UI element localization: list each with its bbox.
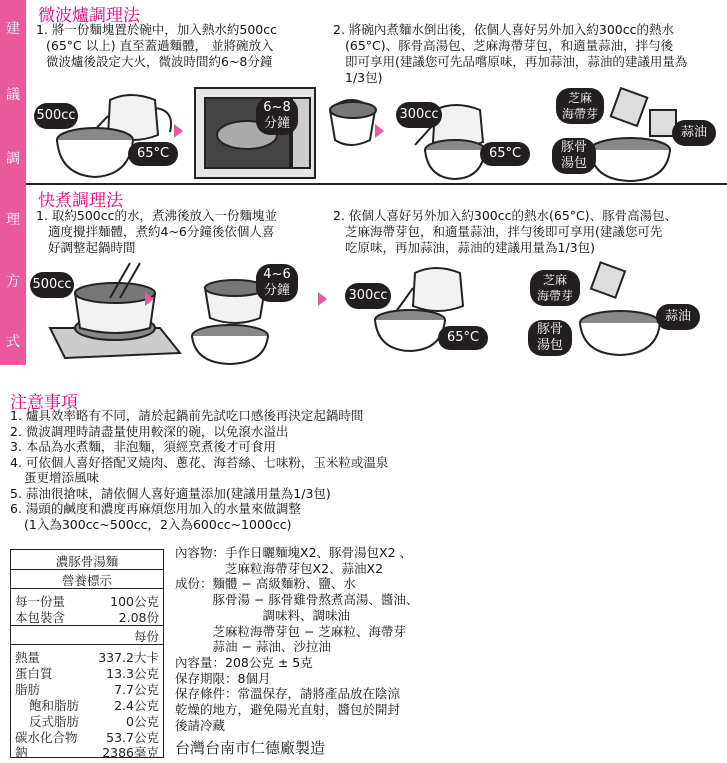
nutrient-value: 2.4公克 (114, 698, 159, 713)
tag-500cc: 500cc (30, 272, 74, 298)
nutrient-label: 鈉 (15, 745, 28, 760)
bowl-icon (590, 138, 670, 181)
serving-label: 每一份量 (15, 594, 66, 609)
step-arrow-icon (375, 124, 384, 138)
servings-label: 本包裝含 (15, 610, 66, 625)
step-arrow-icon (318, 292, 327, 306)
nutrient-value: 53.7公克 (106, 730, 159, 745)
boil-illustrations (30, 258, 727, 368)
manufacturer: 台灣台南市仁德廠製造 (175, 739, 326, 757)
nutrient-label: 蛋白質 (15, 666, 53, 681)
side-char-5: 方 (6, 274, 20, 290)
tag-4-6-min: 4~6 分鐘 (256, 264, 298, 302)
tag-garlic-oil: 蒜油 (672, 120, 716, 146)
bowl-icon (580, 311, 660, 355)
nutrient-value: 7.7公克 (114, 682, 159, 697)
packet-icon (611, 88, 676, 136)
nutrient-label: 飽和脂肪 (29, 698, 80, 713)
notes-title: 注意事項 (10, 393, 78, 413)
bowl-icon (57, 128, 133, 177)
tag-pork-soup: 豚骨 湯包 (552, 138, 596, 174)
nutrition-header: 營養標示 (61, 573, 112, 588)
tag-seaweed: 芝麻 海帶芽 (556, 88, 604, 124)
kettle-icon (395, 268, 463, 313)
servings-value: 2.08份 (118, 610, 159, 625)
microwave-step1: 1. 將一份麵塊置於碗中，加入熱水約500cc (65°C 以上) 直至蓋過麵體， 並將碗放入 微波爐後設定大火，微波時間約6~8分鐘 (36, 22, 278, 69)
nutrient-value: 13.3公克 (106, 666, 159, 681)
section-divider (26, 183, 727, 185)
side-char-2: 議 (6, 87, 20, 103)
nutrient-label: 脂肪 (15, 682, 41, 697)
tag-65c: 65°C (480, 142, 530, 166)
nutrient-value: 0公克 (126, 714, 159, 729)
nutrient-value: 2386毫克 (102, 745, 159, 760)
nutrient-label: 熱量 (15, 650, 41, 665)
side-label-bar (0, 0, 26, 365)
pot-icon (75, 263, 155, 333)
step-arrow-icon (174, 124, 183, 138)
tag-65c: 65°C (438, 326, 488, 350)
bowl-icon (192, 325, 268, 364)
side-char-4: 理 (6, 212, 20, 228)
boil-title: 快煮調理法 (38, 191, 123, 211)
tag-500cc: 500cc (34, 103, 78, 129)
tag-65c: 65°C (128, 142, 178, 166)
boil-step2: 2. 依個人喜好另外加入約300cc的熱水(65°C)、豚骨高湯包、 芝麻海帶芽包，和適量蒜油，拌勻後即可享用(建議您可先 吃原味，再加蒜油，蒜油的建議用量為1/3包) (333, 208, 678, 255)
tag-garlic-oil: 蒜油 (656, 304, 700, 330)
serving-value: 100公克 (110, 594, 159, 609)
bowl-icon (375, 310, 445, 351)
microwave-title: 微波爐調理法 (38, 6, 140, 26)
nutrition-facts-table (10, 549, 164, 758)
tag-300cc: 300cc (345, 283, 391, 309)
microwave-step2: 2. 將碗內煮麵水倒出後，依個人喜好另外加入約300cc的熱水 (65°C)、豚骨高湯包、芝麻海帶芽包，和適量蒜油，拌勻後 即可享用(建議您可先品嚐原味，再加蒜油，蒜油的建議用量為 1/3包) (333, 22, 688, 85)
product-info: 內容物：手作日曬麵塊X2、豚骨湯包X2 、 芝麻粒海帶芽包X2、蒜油X2 成份：麵體 − 高級麵粉、鹽、水 豚骨湯 − 豚骨雞骨熬煮高湯、醬油、 調味料、調味油 芝麻粒海帶芽包 − 芝麻粒、海帶芽 蒜油 − 蒜油、沙拉油 內容量：208公克 ± 5克 保存期限：8個月 保存條件：常溫保存，請將產品放在陰涼 乾燥的地方，避免陽光直射，醬包於開封 後請冷藏 (175, 545, 419, 733)
boil-step1: 1. 取約500cc的水，煮沸後放入一份麵塊並 適度攪拌麵體，煮約4~6分鐘後依個人喜 好調整起鍋時間 (36, 208, 278, 255)
nutrient-label: 碳水化合物 (15, 730, 78, 745)
colander-icon (330, 100, 376, 145)
tag-pork-soup: 豚骨 湯包 (528, 320, 572, 356)
tag-300cc: 300cc (396, 102, 442, 128)
step-arrow-icon (145, 292, 154, 306)
side-char-6: 式 (6, 334, 20, 350)
packet-icon (591, 262, 625, 297)
notes-list: 1. 爐具效率略有不同，請於起鍋前先試吃口感後再決定起鍋時間 2. 微波調理時請盡量使用較深的碗，以免滾水溢出 3. 本品為水煮麵，非泡麵，須經烹煮後才可食用 4. 可依個人喜好搭配叉燒肉、蔥花、海苔絲、七味粉，玉米粒或溫泉 蛋更增添風味 5. 蒜油很搶味，請依個人喜好適量添加(建議用量為1/3包) 6. 湯頭的鹹度和濃度再麻煩您用加入的水量來做調整 (1入為300cc~500cc，2入為600cc~1000cc) (10, 408, 389, 532)
tag-seaweed: 芝麻 海帶芽 (530, 270, 580, 306)
side-char-1: 建 (6, 21, 20, 37)
side-char-3: 調 (6, 151, 20, 167)
per-serving-label: 每份 (133, 629, 159, 644)
nutrition-product: 濃豚骨湯麵 (55, 554, 119, 569)
nutrient-value: 337.2大卡 (98, 650, 159, 665)
tag-6-8-min: 6~8 分鐘 (256, 97, 298, 135)
bowl-icon (425, 140, 485, 179)
nutrient-label: 反式脂肪 (29, 714, 80, 729)
